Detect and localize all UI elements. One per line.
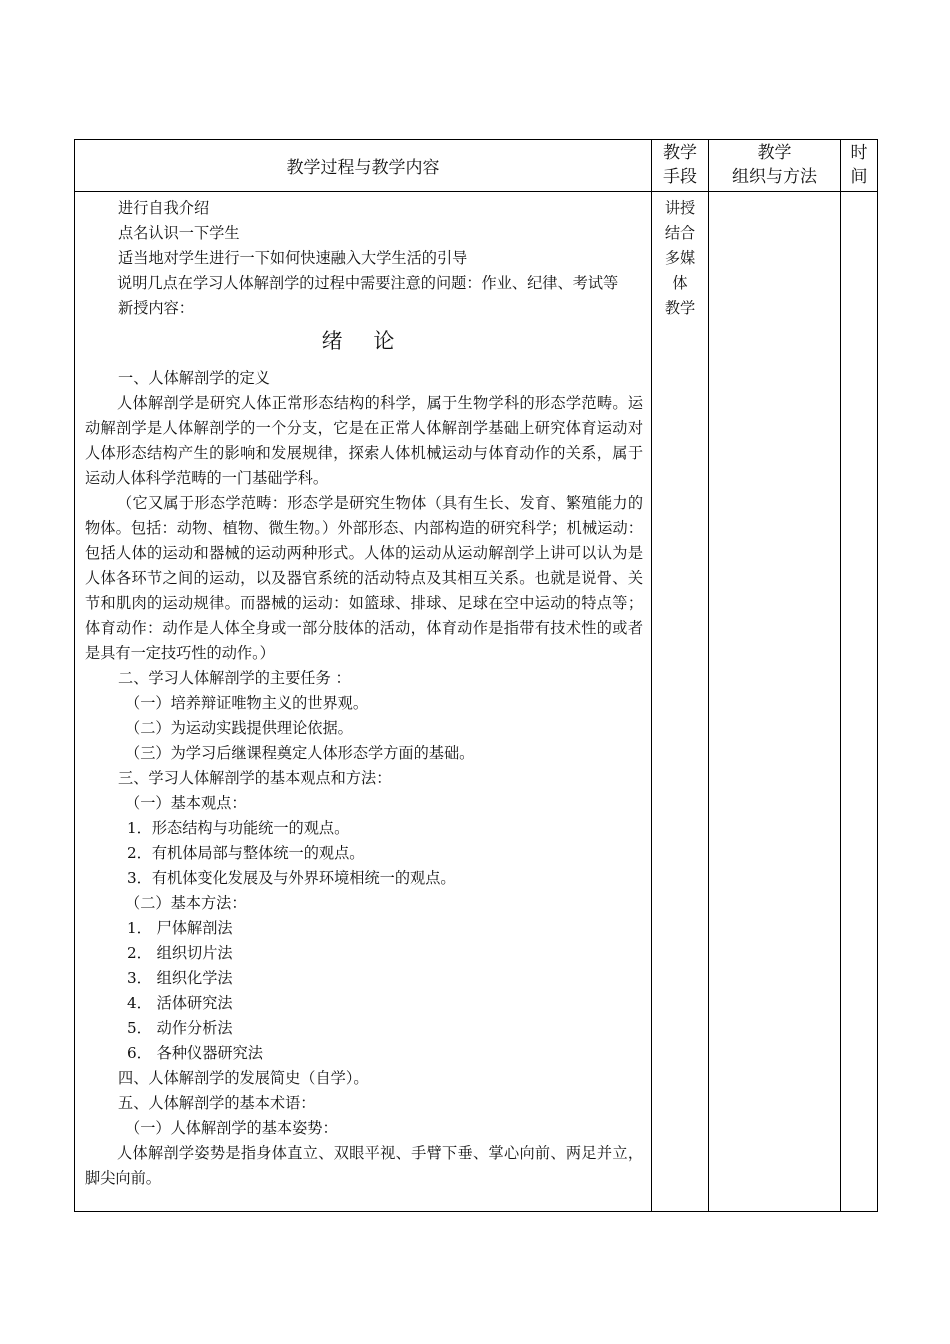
header-method-column (709, 140, 841, 192)
sec3-subheading: （二）基本方法： (125, 894, 247, 912)
intro-line: 新授内容： (118, 299, 194, 317)
sec3-method: 3． 组织化学法 (127, 969, 233, 987)
means-line: 教学 (664, 299, 696, 317)
sec3-point: 3．有机体变化发展及与外界环境相统一的观点。 (127, 869, 456, 887)
sec2-heading: 二、学习人体解剖学的主要任务 ： (118, 669, 351, 687)
sec2-item: （三）为学习后继课程奠定人体形态学方面的基础。 (125, 744, 475, 762)
lesson-plan-table (74, 139, 878, 1212)
sec3-heading: 三、学习人体解剖学的基本观点和方法： (118, 769, 392, 787)
intro-line: 进行自我介绍 (118, 199, 210, 217)
sec3-method: 2． 组织切片法 (127, 944, 233, 962)
sec1-paragraph-2: （它又属于形态学范畴：形态学是研究生物体（具有生长、发育、繁殖能力的物体。包括：动物、植物、微生物。）外部形态、内部构造的研究科学；机械运动：包括人体的运动和器械的运动两种形式。人体的运动从运动解剖学上讲可以认为是人体各环节之间的运动，以及器官系统的活动特点及其相互关系。也就是说骨、关节和肌肉的运动规律。而器械的运动：如篮球、排球、足球在空中运动的特点等；体育动作：动作是人体全身或一部分肢体的活动，体育动作是指带有技术性的或者是具有一定技巧性的动作。） (85, 494, 643, 662)
means-line: 多媒 (664, 249, 696, 267)
header-time-column (841, 140, 878, 192)
intro-line: 适当地对学生进行一下如何快速融入大学生活的引导 (118, 249, 468, 267)
sec5-heading: 五、人体解剖学的基本术语： (118, 1094, 316, 1112)
sec3-method: 4． 活体研究法 (127, 994, 233, 1012)
sec5-subheading: （一）人体解剖学的基本姿势： (125, 1119, 338, 1137)
intro-line: 说明几点在学习人体解剖学的过程中需要注意的问题：作业、纪律、考试等 (117, 274, 619, 292)
header-content-column: 教学过程与教学内容 (75, 140, 652, 192)
sec4-heading: 四、人体解剖学的发展简史（自学）。 (118, 1069, 369, 1087)
section-title: 绪 论 (321, 329, 407, 353)
sec3-method: 1． 尸体解剖法 (127, 919, 233, 937)
content-cell (75, 192, 652, 1212)
header-means-line-2: 手段 (663, 167, 697, 187)
means-line: 体 (672, 274, 688, 292)
intro-line: 点名认识一下学生 (118, 224, 240, 242)
sec3-method: 6． 各种仪器研究法 (127, 1044, 263, 1062)
method-cell (709, 192, 841, 1212)
header-means-column (652, 140, 709, 192)
means-line: 结合 (664, 224, 696, 242)
header-method-line-1: 教学 (757, 143, 792, 163)
sec3-point: 2．有机体局部与整体统一的观点。 (127, 844, 365, 862)
sec2-item: （二）为运动实践提供理论依据。 (125, 719, 353, 737)
sec2-item: （一）培养辩证唯物主义的世界观。 (125, 694, 368, 712)
sec1-heading: 一、人体解剖学的定义 (118, 369, 270, 387)
sec1-paragraph-1: 人体解剖学是研究人体正常形态结构的科学，属于生物学科的形态学范畴。运动解剖学是人体解剖学的一个分支，它是在正常人体解剖学基础上研究体育运动对人体形态结构产生的影响和发展规律，探索人体机械运动与体育动作的关系，属于运动人体科学范畴的一门基础学科。 (85, 394, 643, 487)
means-cell (652, 192, 709, 1212)
sec3-subheading: （一）基本观点： (125, 794, 247, 812)
header-method-line-2: 组织与方法 (732, 167, 817, 187)
header-time-line-2: 间 (850, 167, 868, 187)
sec3-method: 5． 动作分析法 (127, 1019, 233, 1037)
header-time-line-1: 时 (850, 143, 868, 163)
header-row (75, 140, 878, 192)
body-row (75, 192, 878, 1212)
header-means-line-1: 教学 (663, 143, 697, 163)
means-line: 讲授 (664, 199, 696, 217)
sec5-paragraph: 人体解剖学姿势是指身体直立、双眼平视、手臂下垂、掌心向前、两足并立，脚尖向前。 (85, 1144, 643, 1187)
sec3-point: 1．形态结构与功能统一的观点。 (127, 819, 350, 837)
time-cell (841, 192, 878, 1212)
